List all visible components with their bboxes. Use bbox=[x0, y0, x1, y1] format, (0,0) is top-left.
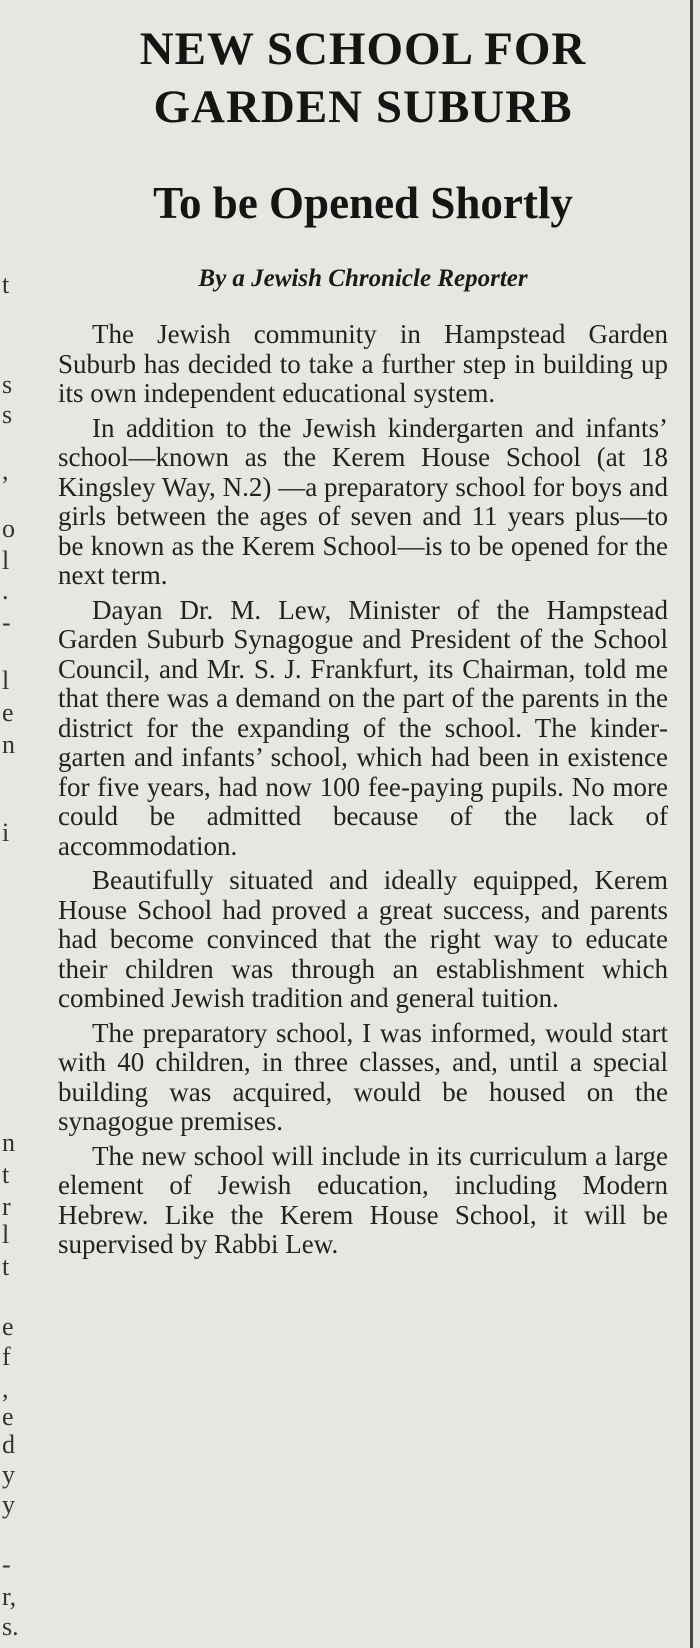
margin-fragment: e bbox=[2, 1402, 14, 1431]
article-body bbox=[58, 320, 668, 1260]
margin-fragment: s bbox=[2, 370, 13, 399]
margin-fragment: o bbox=[2, 514, 15, 543]
margin-fragment: y bbox=[2, 1460, 15, 1489]
margin-fragment: t bbox=[2, 1160, 10, 1189]
article-paragraph: Dayan Dr. M. Lew, Minister of the Hampstead Garden Suburb Synagogue and President of the School Council, and Mr. S. J. Frankfurt, its Chairman, told me that there was a demand on the part of the parents in the district for the expanding of the school. The kindergarten and infants’ school, which had been in existence for five years, had now 100 fee-paying pupils. No more could be admitted because of the lack of accommodation. bbox=[58, 594, 668, 861]
margin-fragment: s. bbox=[2, 1612, 19, 1641]
column-rule bbox=[690, 0, 693, 1648]
adjacent-column-fragments bbox=[0, 0, 22, 1648]
margin-fragment: , bbox=[2, 456, 9, 485]
margin-fragment: f bbox=[2, 1342, 11, 1371]
margin-fragment: l bbox=[2, 1220, 10, 1249]
margin-fragment: t bbox=[2, 1252, 10, 1281]
margin-fragment: n bbox=[2, 1128, 15, 1157]
article-headline: NEW SCHOOL FOR GARDEN SUBURB bbox=[139, 23, 587, 133]
article-byline: By a Jewish Chronicle Reporter bbox=[198, 265, 528, 292]
margin-fragment: n bbox=[2, 730, 15, 759]
article-paragraph: The new school will include in its curriculum a large element of Jewish education, including Modern Hebrew. Like the Kerem House School, it will be supervised by Rabbi Lew. bbox=[58, 1140, 668, 1259]
margin-fragment: y bbox=[2, 1490, 15, 1519]
margin-fragment: r bbox=[2, 1192, 11, 1221]
margin-fragment: l bbox=[2, 546, 10, 575]
article-subheadline: To be Opened Shortly bbox=[153, 178, 573, 228]
margin-fragment: , bbox=[2, 1374, 9, 1403]
margin-fragment: e bbox=[2, 1312, 14, 1341]
margin-fragment: . bbox=[2, 576, 9, 605]
margin-fragment: r, bbox=[2, 1582, 17, 1611]
news-article bbox=[58, 20, 668, 1265]
article-paragraph: In addition to the Jewish kindergarten and infants’ school—known as the Kerem House School (at 18 Kingsley Way, N.2) —a preparatory school for boys and girls between the ages of seven and 11 years plus—to be known as the Kerem School—is to be opened for the next term. bbox=[58, 412, 668, 590]
margin-fragment: l bbox=[2, 666, 10, 695]
margin-fragment: e bbox=[2, 698, 14, 727]
article-paragraph: The preparatory school, I was informed, would start with 40 children, in three classes, and, until a special building was acquired, would be housed on the synagogue premises. bbox=[58, 1017, 668, 1136]
article-paragraph: The Jewish community in Hampstead Garden Suburb has decided to take a further step in building up its own independent educational system. bbox=[58, 319, 668, 408]
margin-fragment: t bbox=[2, 270, 10, 299]
margin-fragment: i bbox=[2, 818, 10, 847]
margin-fragment: - bbox=[2, 608, 11, 637]
margin-fragment: - bbox=[2, 1550, 11, 1579]
article-paragraph: Beautifully situated and ideally equipped, Kerem House School had proved a great success, and parents had become convinced that the right way to educate their children was through an establishment which combined Jewish tradition and general tuition. bbox=[58, 865, 668, 1013]
margin-fragment: d bbox=[2, 1430, 15, 1459]
margin-fragment: s bbox=[2, 400, 13, 429]
